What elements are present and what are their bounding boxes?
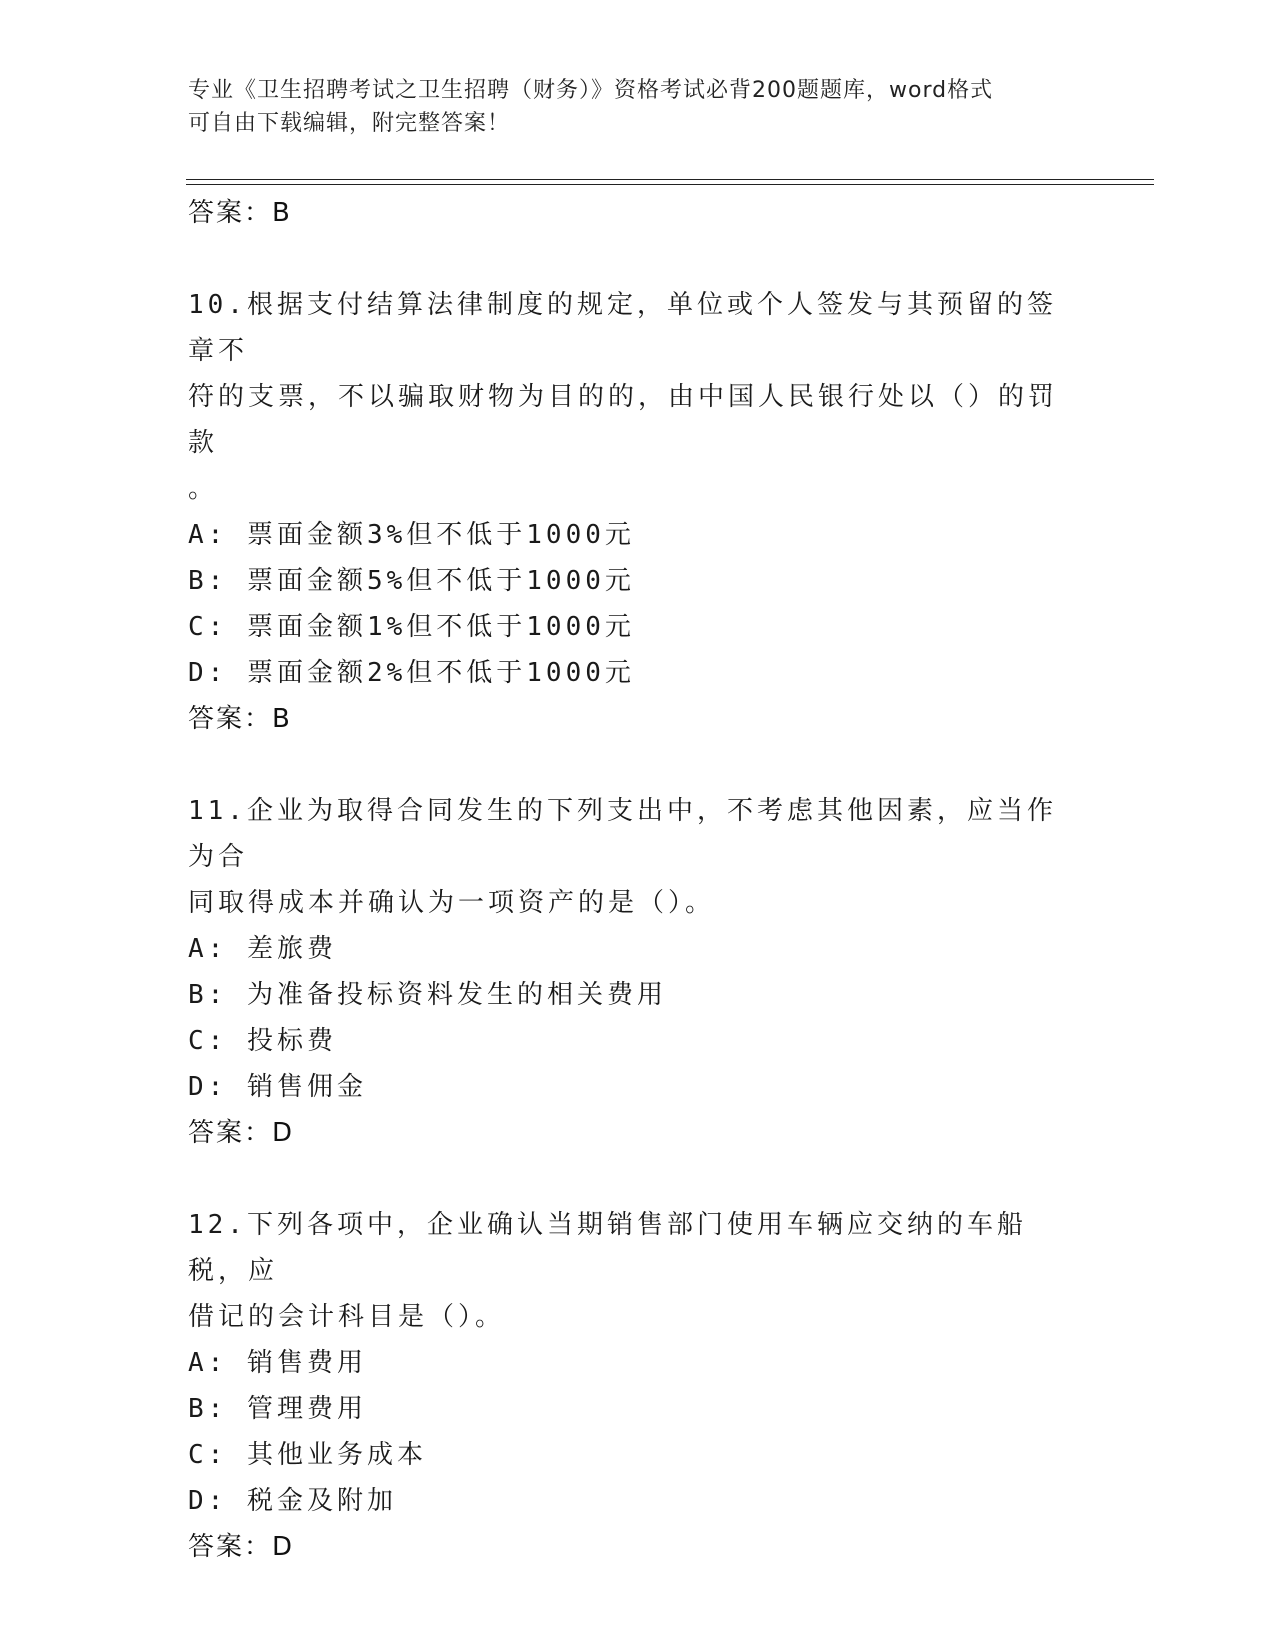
option-b: B: 为准备投标资料发生的相关费用	[188, 980, 667, 1010]
option-c: C: 票面金额1%但不低于1000元	[188, 612, 635, 642]
answer-line: 答案：D	[188, 1118, 295, 1148]
option-d: D: 销售佣金	[188, 1072, 367, 1102]
header-line-1: 专业《卫生招聘考试之卫生招聘（财务）》资格考试必背200题题库，word格式	[188, 78, 994, 103]
document-header	[188, 74, 1068, 140]
question-stem-line: 同取得成本并确认为一项资产的是（）。	[188, 888, 716, 918]
option-c: C: 其他业务成本	[188, 1440, 427, 1470]
option-d: D: 票面金额2%但不低于1000元	[188, 658, 635, 688]
option-b: B: 管理费用	[188, 1394, 367, 1424]
question-stem-line: 符的支票，不以骗取财物为目的的，由中国人民银行处以（）的罚款	[188, 382, 1059, 458]
option-a: A: 差旅费	[188, 934, 337, 964]
answer-line: 答案：B	[188, 704, 292, 734]
question-12	[188, 1202, 1088, 1570]
option-a: A: 销售费用	[188, 1348, 367, 1378]
question-stem-line: 11.企业为取得合同发生的下列支出中，不考虑其他因素，应当作为合	[188, 796, 1057, 872]
header-divider-top	[186, 179, 1154, 180]
option-a: A: 票面金额3%但不低于1000元	[188, 520, 635, 550]
header-line-2: 可自由下载编辑，附完整答案！	[188, 111, 511, 136]
option-c: C: 投标费	[188, 1026, 337, 1056]
question-stem	[188, 788, 1078, 926]
document-body	[188, 190, 1088, 1570]
question-stem-line: 12.下列各项中，企业确认当期销售部门使用车辆应交纳的车船税，应	[188, 1210, 1027, 1286]
question-11	[188, 788, 1088, 1156]
question-stem-line: 。	[188, 474, 219, 504]
option-b: B: 票面金额5%但不低于1000元	[188, 566, 635, 596]
question-stem	[188, 282, 1078, 512]
question-10	[188, 282, 1088, 742]
question-stem	[188, 1202, 1078, 1340]
question-stem-line: 10.根据支付结算法律制度的规定，单位或个人签发与其预留的签章不	[188, 290, 1057, 366]
question-stem-line: 借记的会计科目是（）。	[188, 1302, 506, 1332]
answer-line: 答案：D	[188, 1532, 295, 1562]
answer-line: 答案：B	[188, 198, 292, 228]
option-d: D: 税金及附加	[188, 1486, 397, 1516]
header-divider-bottom	[186, 184, 1154, 185]
